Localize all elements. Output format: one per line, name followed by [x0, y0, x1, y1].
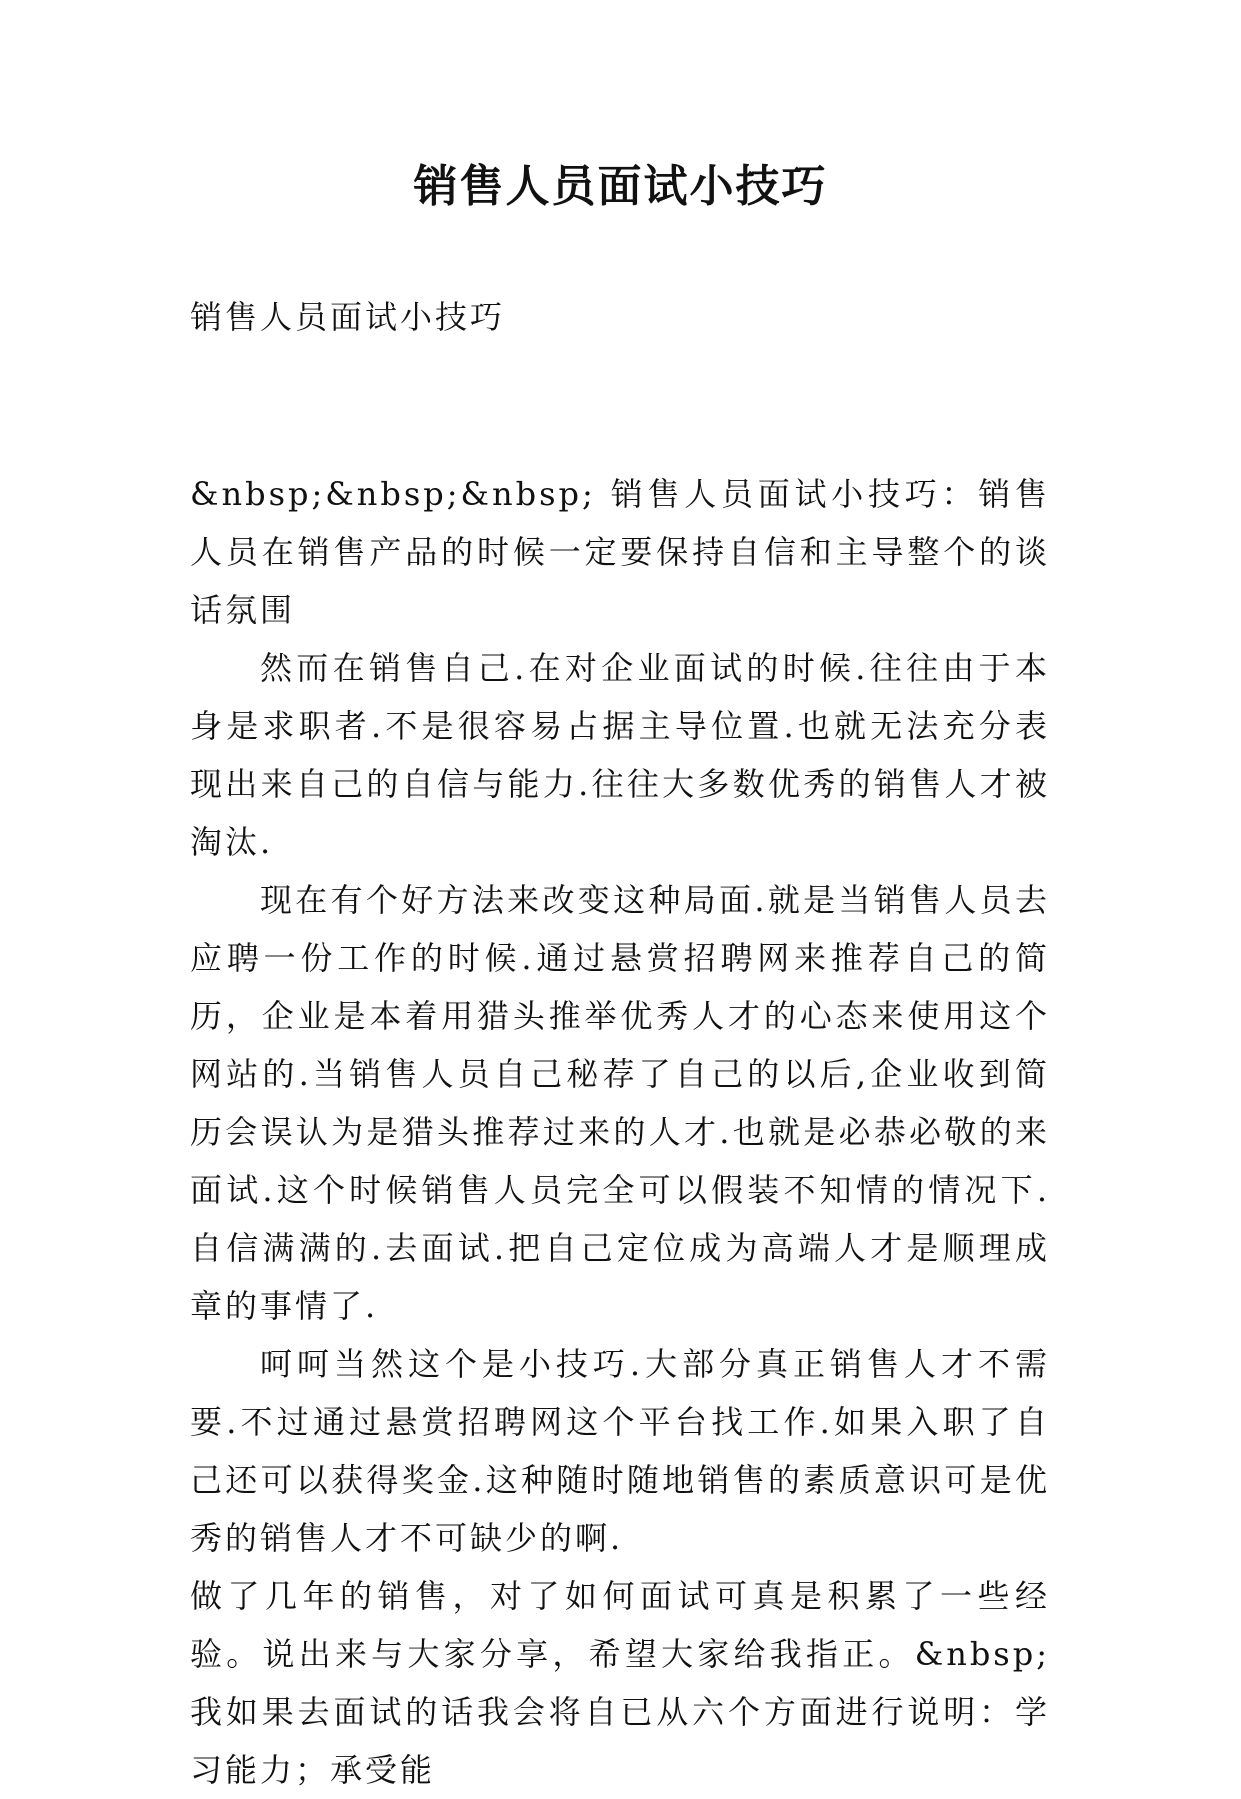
paragraph-tip: 呵呵当然这个是小技巧.大部分真正销售人才不需要.不过通过悬赏招聘网这个平台找工作.如果入职了自己还可以获得奖金.这种随时随地销售的素质意识可是优秀的销售人才不可缺少的啊.: [190, 1345, 1050, 1557]
document-subtitle: 销售人员面试小技巧: [190, 298, 506, 336]
paragraph-self-selling: 然而在销售自己.在对企业面试的时候.往往由于本身是求职者.不是很容易占据主导位置.也就无法充分表现出来自己的自信与能力.往往大多数优秀的销售人才被淘汰.: [190, 649, 1050, 861]
document-body: [190, 465, 1050, 1799]
document-title: 销售人员面试小技巧: [413, 161, 828, 212]
paragraph-method: 现在有个好方法来改变这种局面.就是当销售人员去应聘一份工作的时候.通过悬赏招聘网来推荐自己的简历，企业是本着用猎头推举优秀人才的心态来使用这个网站的.当销售人员自己秘荐了自己的以后,企业收到简历会误认为是猎头推荐过来的人才.也就是必恭必敬的来面试.这个时候销售人员完全可以假装不知情的情况下.自信满满的.去面试.把自己定位成为高端人才是顺理成章的事情了.: [190, 881, 1050, 1325]
paragraph-experience: 做了几年的销售，对了如何面试可真是积累了一些经验。说出来与大家分享，希望大家给我指正。&nbsp; 我如果去面试的话我会将自已从六个方面进行说明：学习能力；承受能: [190, 1577, 1050, 1789]
paragraph-intro: &nbsp;&nbsp;&nbsp; 销售人员面试小技巧：销售人员在销售产品的时候一定要保持自信和主导整个的谈话氛围: [190, 475, 1050, 629]
